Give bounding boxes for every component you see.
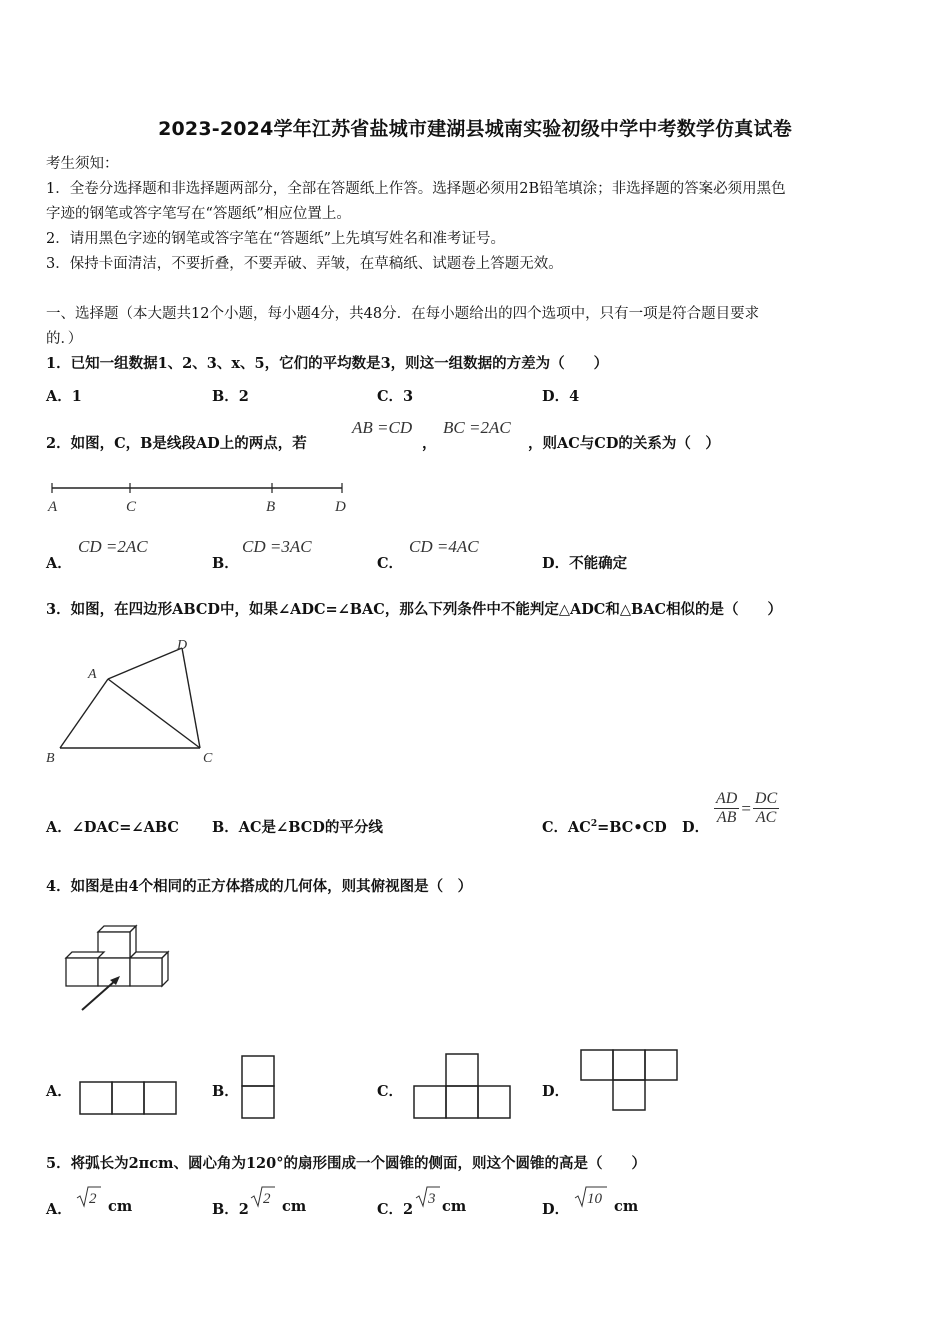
- notice-line-3: 3．保持卡面清洁，不要折叠，不要弄破、弄皱，在草稿纸、试题卷上答题无效。: [46, 256, 563, 272]
- side-ab: [60, 679, 108, 748]
- q4-option-a-figure: [78, 1080, 178, 1116]
- q2-segment-figure: [40, 474, 360, 520]
- q4-stem: 4．如图是由4个相同的正方体搭成的几何体，则其俯视图是（ ）: [46, 878, 473, 895]
- q3-option-d-label: D．: [682, 819, 710, 836]
- q3-option-d-expr: $\frac{AD}{AB}$ = $\frac{DC}{AC}$: [716, 790, 778, 826]
- q2-stem-pre: 2．如图，C，B是线段AD上的两点，若: [46, 435, 307, 452]
- side-ad: [108, 648, 182, 679]
- q2-condition-1: AB =CD: [352, 418, 413, 437]
- q4-option-c-label: C．: [377, 1083, 404, 1100]
- q2-option-a-expr: CD =2AC: [78, 537, 148, 556]
- q1-option-c: C．3: [377, 388, 414, 405]
- side-dc: [182, 648, 200, 748]
- q4-option-a-label: A．: [46, 1083, 72, 1100]
- q5-option-c-unit: cm: [442, 1198, 467, 1215]
- label-d: D: [335, 499, 346, 515]
- q2-option-b-label: B．: [212, 555, 239, 572]
- q2-option-d: D．不能确定: [542, 555, 628, 572]
- label-c: C: [126, 499, 137, 515]
- label-b: B: [266, 499, 276, 515]
- q2-option-b-expr: CD =3AC: [242, 537, 312, 556]
- q5-option-d-label: D．: [542, 1201, 570, 1218]
- q2-stem-post: ，则AC与CD的关系为（ ）: [528, 435, 720, 452]
- section-heading-line-2: 的．）: [46, 331, 83, 347]
- q4-option-c-figure: [412, 1052, 512, 1120]
- notice-line-1a: 1．全卷分选择题和非选择题两部分，全部在答题纸上作答。选择题必须用2B铅笔填涂；非选择题的答案必须用黑色: [46, 181, 786, 197]
- radicand: 2: [263, 1191, 271, 1207]
- q2-comma: ，: [422, 435, 437, 452]
- label-d: D: [177, 638, 188, 653]
- q2-option-c-label: C．: [377, 555, 404, 572]
- q5-option-b-unit: cm: [282, 1198, 307, 1215]
- q3-quadrilateral-figure: [40, 632, 225, 772]
- q4-cube-figure: [60, 918, 200, 1018]
- label-b: B: [46, 751, 55, 766]
- q3-stem: 3．如图，在四边形ABCD中，如果∠ADC=∠BAC，那么下列条件中不能判定△ADC和△BAC相似的是（ ）: [46, 601, 783, 618]
- radicand: 10: [587, 1191, 602, 1207]
- q5-option-a-unit: cm: [108, 1198, 133, 1215]
- q3-option-c: C．$AC^2=BC•CD$: [542, 819, 667, 836]
- radicand: 2: [89, 1191, 97, 1207]
- q5-option-a-sqrt: [76, 1184, 102, 1210]
- q2-option-a-label: A．: [46, 555, 72, 572]
- q2-condition-2: BC =2AC: [443, 418, 511, 437]
- q5-option-d-unit: cm: [614, 1198, 639, 1215]
- label-a: A: [88, 667, 97, 682]
- q5-option-d-sqrt: [574, 1184, 608, 1210]
- diagonal-ac: [108, 679, 200, 748]
- q1-option-a: A．1: [46, 388, 82, 405]
- q4-option-d-figure: [579, 1048, 679, 1112]
- radicand: 3: [428, 1191, 436, 1207]
- q4-option-b-figure: [240, 1054, 278, 1120]
- q5-option-b-sqrt: [250, 1184, 276, 1210]
- notice-heading: 考生须知：: [46, 156, 119, 172]
- q3-option-a: A．∠DAC=∠ABC: [46, 819, 179, 836]
- q5-stem: 5．将弧长为2πcm、圆心角为120°的扇形围成一个圆锥的侧面，则这个圆锥的高是（ ）: [46, 1155, 646, 1172]
- q4-option-b-label: B．: [212, 1083, 239, 1100]
- q5-option-b-label: B．2: [212, 1201, 249, 1218]
- label-a: A: [48, 499, 58, 515]
- page-title: 2023-2024学年江苏省盐城市建湖县城南实验初级中学中考数学仿真试卷: [158, 118, 792, 140]
- section-heading-line-1: 一、选择题（本大题共12个小题，每小题4分，共48分．在每小题给出的四个选项中，只有一项是符合题目要求: [46, 306, 760, 322]
- notice-line-1b: 字迹的钢笔或答字笔写在“答题纸”相应位置上。: [46, 206, 351, 222]
- q2-option-c-expr: CD =4AC: [409, 537, 479, 556]
- q1-stem: 1．已知一组数据1、2、3、x、5，它们的平均数是3，则这一组数据的方差为（ ）: [46, 355, 609, 372]
- q5-option-a-label: A．: [46, 1201, 72, 1218]
- q1-option-d: D．4: [542, 388, 580, 405]
- q4-option-d-label: D．: [542, 1083, 570, 1100]
- q5-option-c-label: C．2: [377, 1201, 414, 1218]
- q5-option-c-sqrt: [415, 1184, 441, 1210]
- q3-option-b: B．AC是∠BCD的平分线: [212, 819, 383, 836]
- q1-option-b: B．2: [212, 388, 249, 405]
- label-c: C: [203, 751, 213, 766]
- notice-line-2: 2．请用黑色字迹的钢笔或答字笔在“答题纸”上先填写姓名和准考证号。: [46, 231, 506, 247]
